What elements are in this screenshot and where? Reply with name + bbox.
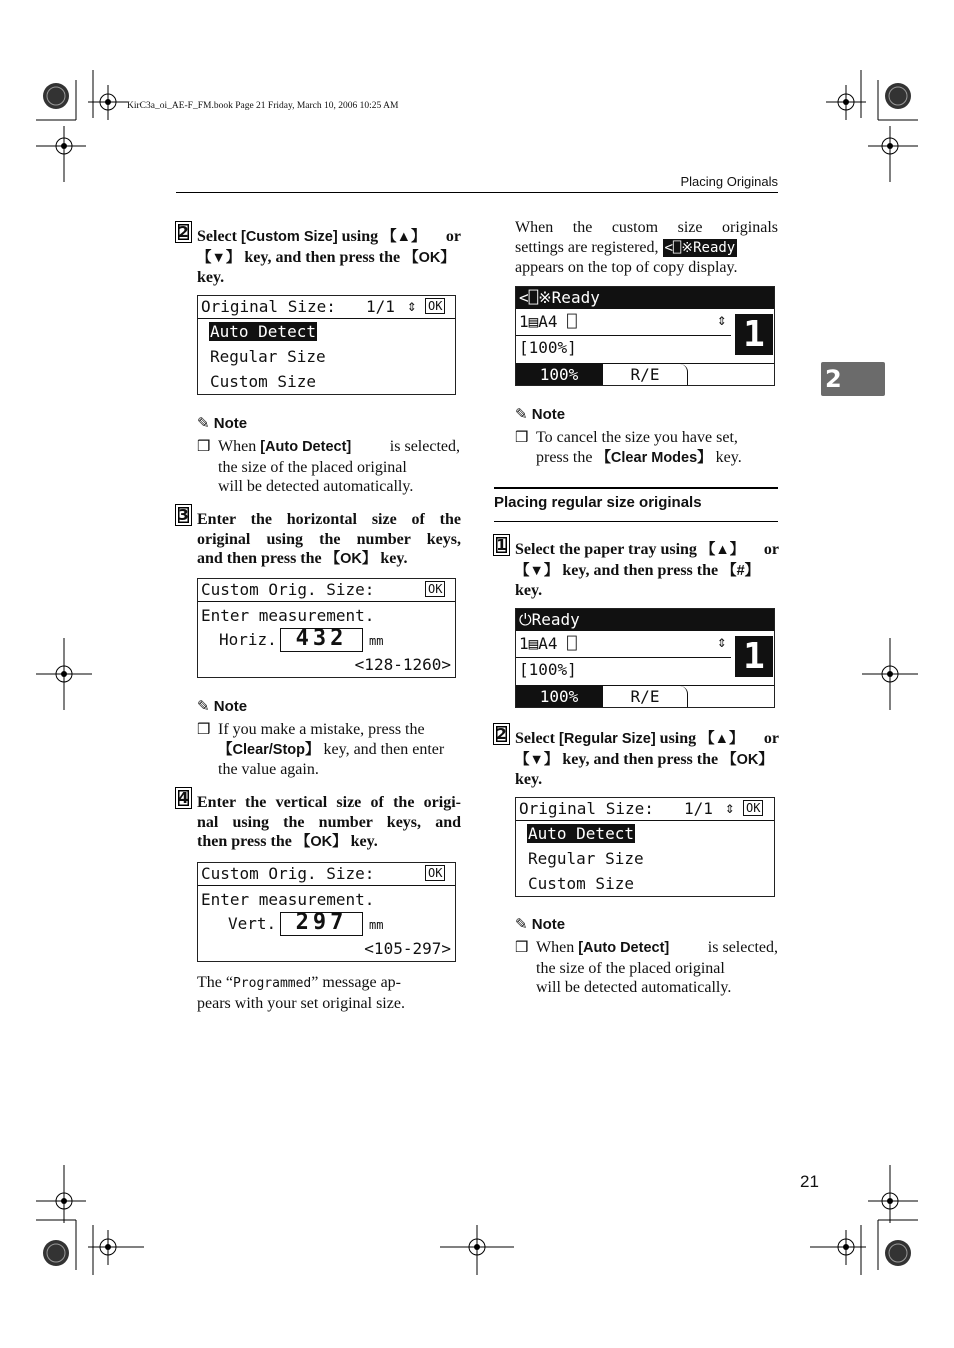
menu-item-custom-size[interactable]: Custom Size — [528, 874, 634, 893]
chapter-number: 2 — [825, 365, 842, 393]
pencil-icon: ✎ — [515, 406, 528, 423]
lcd-title: Original Size: — [201, 297, 336, 316]
tray-size: 1▤A4 ⎕ — [519, 312, 577, 331]
step-1-instruction: Select the paper tray using 【▲】 or 【▼】 key, and then press the 【#】 key. — [515, 541, 779, 600]
lcd-custom-vertical — [197, 862, 456, 962]
ok-icon: OK — [425, 581, 445, 597]
step-number: 2 — [493, 723, 510, 745]
tray-size: 1▤A4 ⎕ — [519, 634, 577, 653]
step-2-instruction: Select [Custom Size] using 【▲】 or 【▼】 key, and then press the 【OK】 key. — [197, 228, 461, 287]
updown-arrows-icon: ⇕ — [717, 310, 727, 329]
note-heading: ✎ Note — [515, 916, 566, 933]
status-ready: <⎕※Ready — [519, 288, 600, 307]
horizontal-size-input[interactable]: 432 — [280, 628, 363, 652]
lcd-title: Custom Orig. Size: — [201, 864, 375, 883]
section-rule-bottom — [494, 521, 778, 522]
note-heading: ✎ Note — [197, 698, 248, 715]
registration-mark-mid-left — [36, 638, 96, 713]
note-text: When [Auto Detect] is selected, the size of the placed original will be detected automatically. — [218, 438, 460, 496]
field-label: Vert. — [228, 914, 277, 933]
note-heading: ✎ Note — [197, 415, 248, 432]
lcd-prompt: Enter measurement. — [201, 606, 375, 625]
lcd-prompt: Enter measurement. — [201, 890, 375, 909]
step-number: 2 — [175, 221, 192, 243]
lcd-original-size-regular — [515, 797, 775, 897]
ok-icon: OK — [743, 800, 763, 816]
checkbox-icon: ❒ — [515, 428, 529, 446]
lcd-page: 1/1 — [366, 297, 395, 316]
vertical-size-input[interactable]: 297 — [280, 912, 363, 936]
ready-badge: <⎕※Ready — [664, 239, 736, 256]
step-number: 1 — [493, 534, 510, 556]
tab-100-percent[interactable]: 100% — [516, 686, 602, 707]
lcd-copy-display-custom — [515, 286, 775, 386]
field-label: Horiz. — [219, 630, 277, 649]
unit-label: mm — [369, 918, 384, 932]
section-rule-top — [494, 487, 778, 489]
zoom-ratio: [100%] — [519, 338, 577, 357]
status-ready: ⏻Ready — [519, 610, 580, 629]
registration-mark-bottom-right — [806, 1165, 926, 1280]
lcd-custom-horizontal — [197, 578, 456, 678]
programmed-message-text: The “Programmed” message ap- pears with your set original size. — [197, 974, 405, 1012]
note-heading: ✎ Note — [515, 406, 566, 423]
step-3-instruction: Enter the horizontal size of the original using the number keys, and then press the 【OK】 key. — [197, 511, 461, 568]
header-rule — [176, 192, 778, 193]
updown-arrows-icon: ⇕ — [407, 296, 417, 315]
pencil-icon: ✎ — [515, 916, 528, 933]
lcd-original-size — [197, 295, 456, 395]
step-number: 3 — [175, 504, 192, 526]
pencil-icon: ✎ — [197, 415, 210, 432]
menu-item-regular-size[interactable]: Regular Size — [528, 849, 644, 868]
updown-arrows-icon: ⇕ — [717, 632, 727, 651]
ok-icon: OK — [425, 865, 445, 881]
page-number: 21 — [800, 1172, 819, 1191]
checkbox-icon: ❒ — [197, 720, 211, 738]
note-text: If you make a mistake, press the 【Clear/Stop】 key, and then enter the value again. — [218, 721, 445, 779]
registration-mark-bottom-left — [36, 1165, 186, 1280]
tab-100-percent[interactable]: 100% — [516, 364, 602, 385]
registration-mark-top-left — [36, 70, 186, 185]
menu-item-auto-detect[interactable]: Auto Detect — [528, 824, 634, 843]
registration-mark-bottom-center — [440, 1220, 515, 1280]
menu-item-custom-size[interactable]: Custom Size — [210, 372, 316, 391]
updown-arrows-icon: ⇕ — [725, 798, 735, 817]
tab-r-e[interactable]: R/E — [602, 686, 688, 707]
registration-mark-mid-right — [862, 638, 922, 713]
range-label: <105-297> — [364, 939, 451, 958]
lcd-page: 1/1 — [684, 799, 713, 818]
note-text: When [Auto Detect] is selected, the size of the placed original will be detected automatically. — [536, 939, 778, 997]
checkbox-icon: ❒ — [515, 938, 529, 956]
zoom-ratio: [100%] — [519, 660, 577, 679]
lcd-title: Original Size: — [519, 799, 654, 818]
copy-count: 1 — [735, 636, 773, 677]
section-heading: Placing regular size originals — [494, 494, 702, 511]
menu-item-auto-detect[interactable]: Auto Detect — [210, 322, 316, 341]
lcd-title: Custom Orig. Size: — [201, 580, 375, 599]
step-number: 4 — [175, 787, 192, 809]
copy-count: 1 — [735, 314, 773, 355]
step-2-regular-instruction: Select [Regular Size] using 【▲】 or 【▼】 key, and then press the 【OK】 key. — [515, 730, 779, 789]
checkbox-icon: ❒ — [197, 437, 211, 455]
note-text: To cancel the size you have set, press the 【Clear Modes】 key. — [536, 429, 742, 466]
menu-item-regular-size[interactable]: Regular Size — [210, 347, 326, 366]
registration-mark-top-right — [806, 70, 926, 185]
unit-label: mm — [369, 634, 384, 648]
custom-size-intro: When the custom size originals settings are registered, <⎕※Ready appears on the top of copy display. — [515, 219, 778, 277]
ok-icon: OK — [425, 298, 445, 314]
step-4-instruction: Enter the vertical size of the origi- nal using the number keys, and then press the 【OK】 key. — [197, 794, 461, 851]
chapter-tab — [821, 362, 885, 396]
range-label: <128-1260> — [354, 655, 451, 674]
section-title: Placing Originals — [680, 174, 778, 189]
file-info: KirC3a_oi_AE-F_FM.book Page 21 Friday, March 10, 2006 10:25 AM — [127, 101, 399, 111]
tab-r-e[interactable]: R/E — [602, 364, 688, 385]
pencil-icon: ✎ — [197, 698, 210, 715]
lcd-copy-display-ready — [515, 608, 775, 708]
